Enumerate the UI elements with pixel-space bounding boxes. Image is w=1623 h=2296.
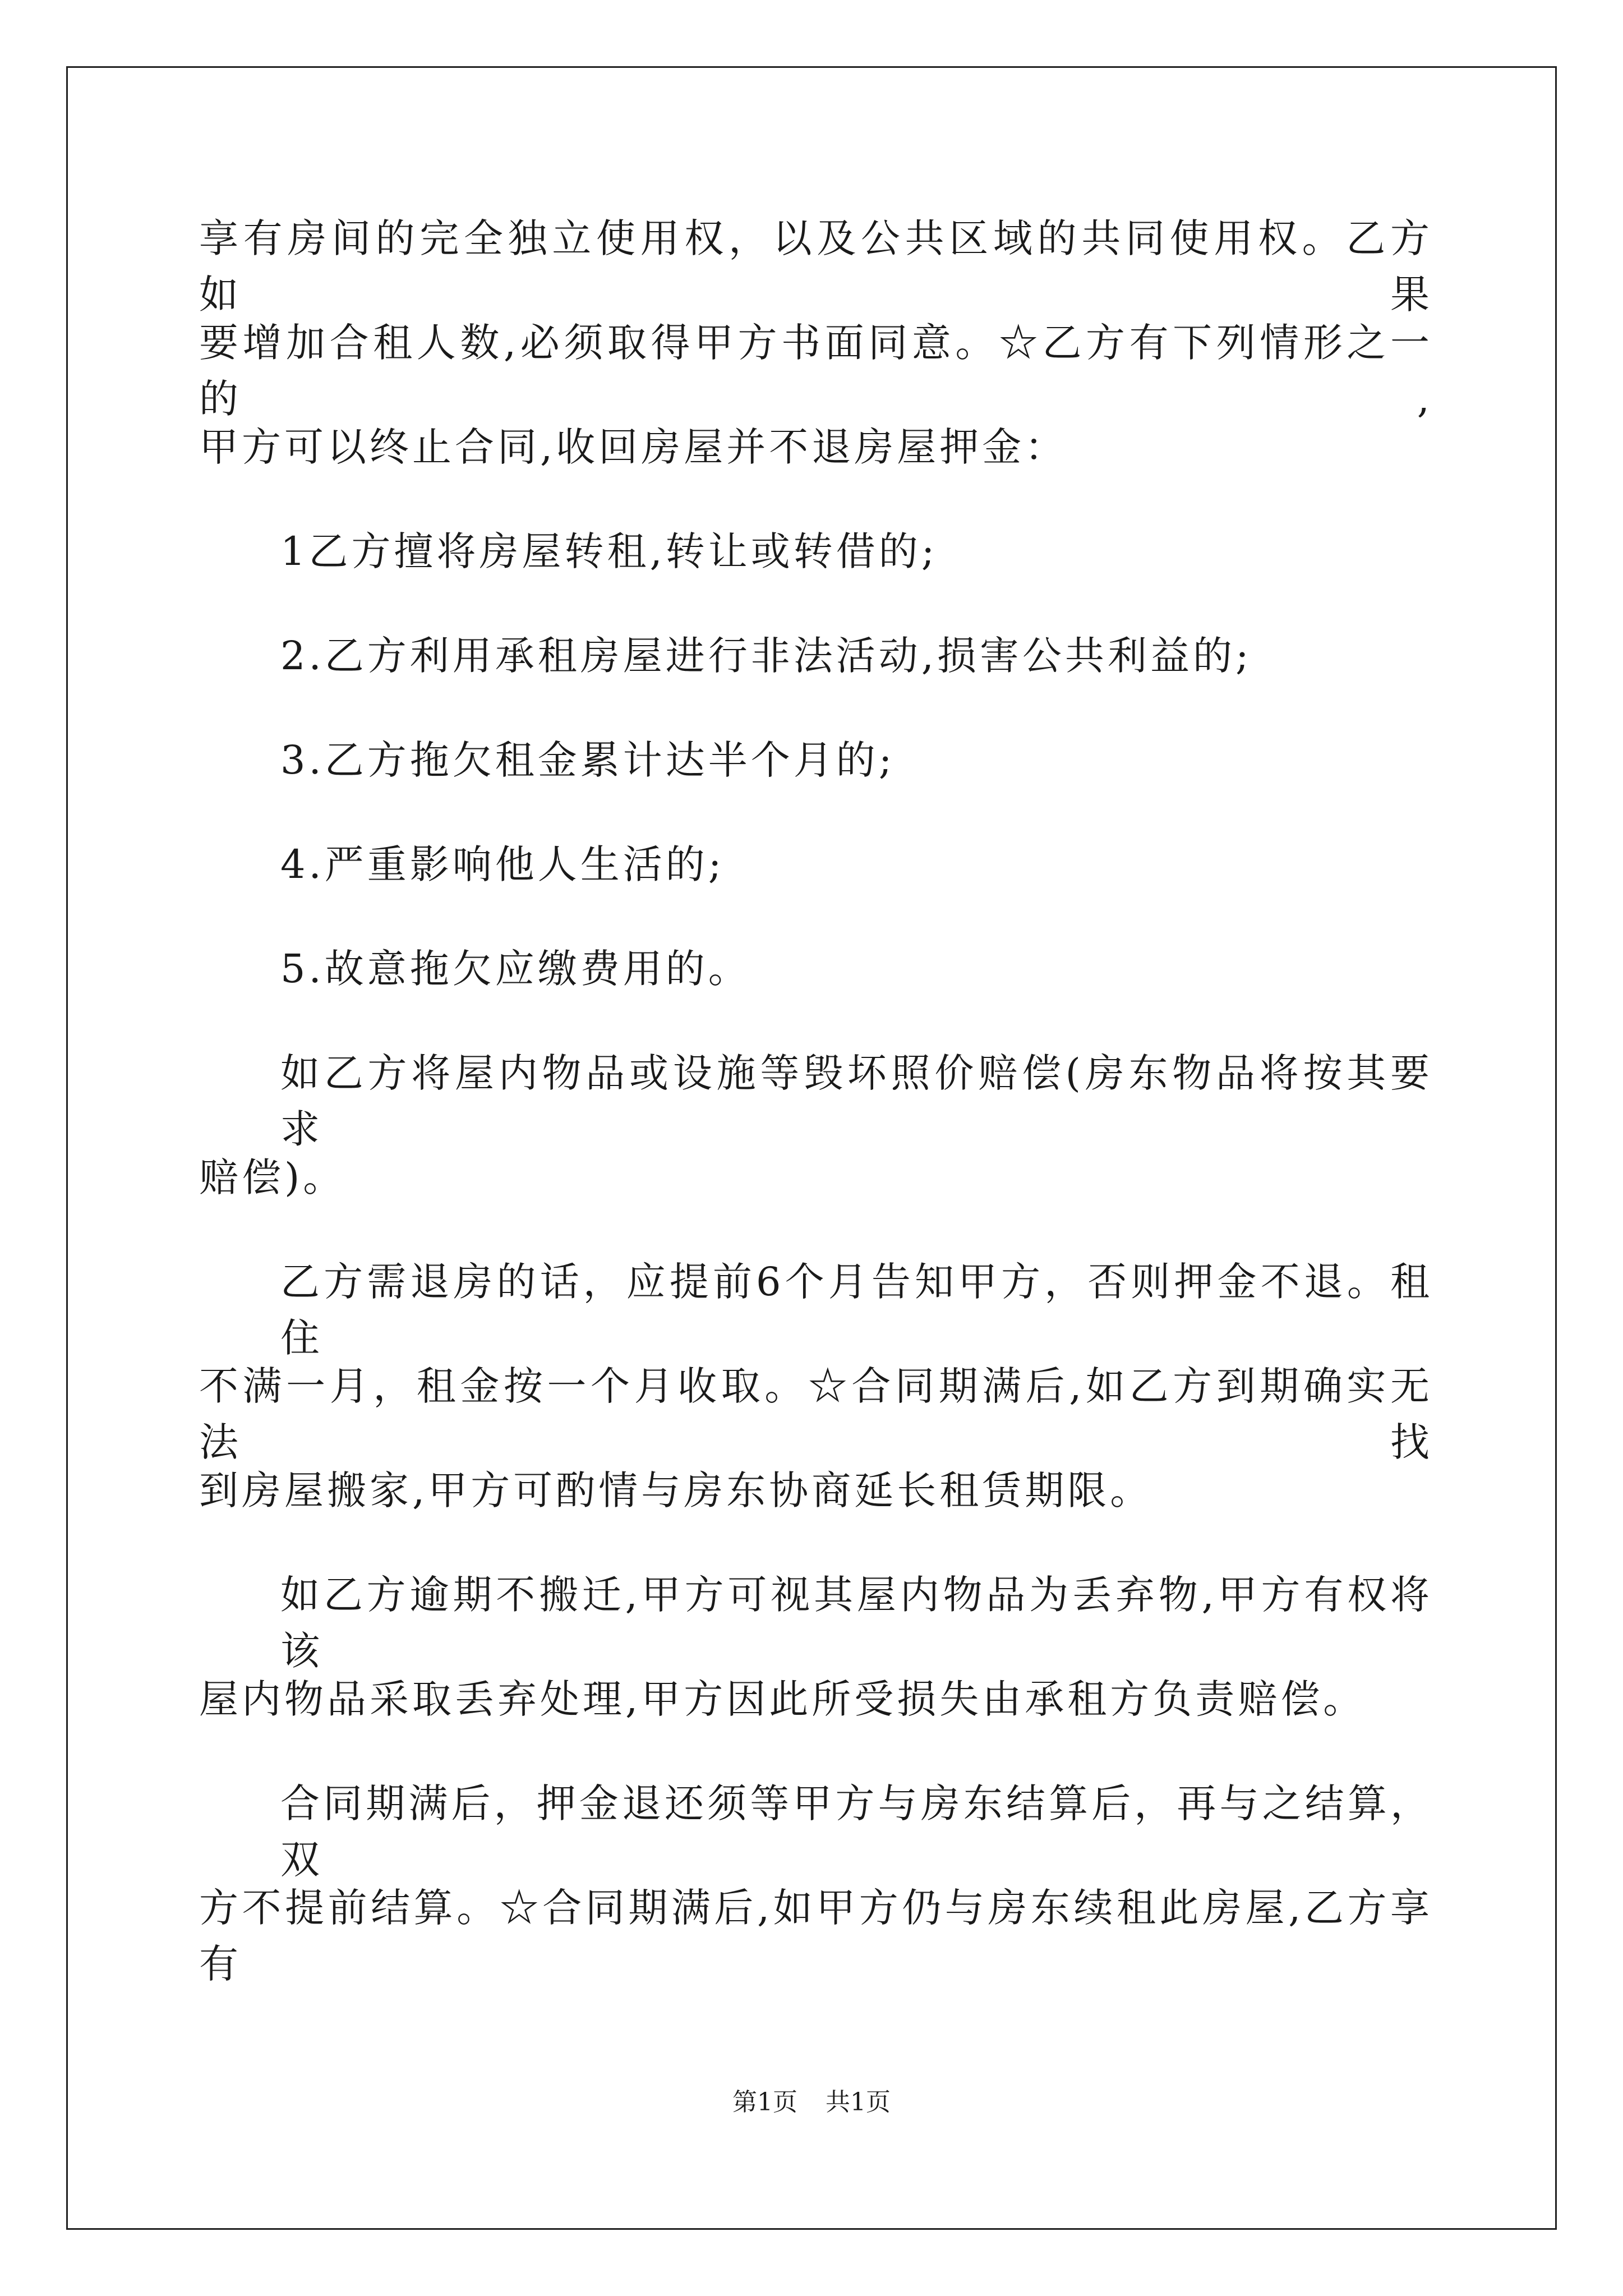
paragraph-line: 赔偿)。 <box>199 1154 346 1200</box>
document-body <box>199 210 1433 1987</box>
list-item: 4.严重影响他人生活的; <box>280 841 725 887</box>
page-number-current: 第1页 <box>732 2088 797 2116</box>
paragraph-line: 要增加合租人数,必须取得甲方书面同意。☆乙方有下列情形之一的, <box>199 320 1433 422</box>
paragraph-line: 享有房间的完全独立使用权，以及公共区域的共同使用权。乙方如果 <box>199 215 1433 318</box>
paragraph-line: 到房屋搬家,甲方可酌情与房东协商延长租赁期限。 <box>199 1467 1153 1513</box>
page-footer <box>0 2087 1623 2118</box>
paragraph-line: 方不提前结算。☆合同期满后,如甲方仍与房东续租此房屋,乙方享有 <box>199 1885 1433 1987</box>
list-item: 5.故意拖欠应缴费用的。 <box>280 946 751 992</box>
paragraph-line: 不满一月，租金按一个月收取。☆合同期满后,如乙方到期确实无法找 <box>199 1363 1433 1465</box>
paragraph-line: 如乙方将屋内物品或设施等毁坏照价赔偿(房东物品将按其要求 <box>280 1050 1433 1152</box>
list-item: 1乙方擅将房屋转租,转让或转借的; <box>280 528 938 574</box>
paragraph-line: 如乙方逾期不搬迁,甲方可视其屋内物品为丢弃物,甲方有权将该 <box>280 1572 1433 1674</box>
list-item: 3.乙方拖欠租金累计达半个月的; <box>280 737 896 783</box>
page-number-total: 共1页 <box>826 2088 891 2116</box>
list-item: 2.乙方利用承租房屋进行非法活动,损害公共利益的; <box>280 633 1252 679</box>
paragraph-line: 合同期满后，押金退还须等甲方与房东结算后，再与之结算，双 <box>280 1780 1433 1883</box>
paragraph-line: 甲方可以终止合同,收回房屋并不退房屋押金： <box>199 424 1068 470</box>
paragraph-line: 屋内物品采取丢弃处理,甲方因此所受损失由承租方负责赔偿。 <box>199 1676 1366 1722</box>
paragraph-line: 乙方需退房的话，应提前6个月告知甲方，否则押金不退。租住 <box>280 1259 1433 1361</box>
